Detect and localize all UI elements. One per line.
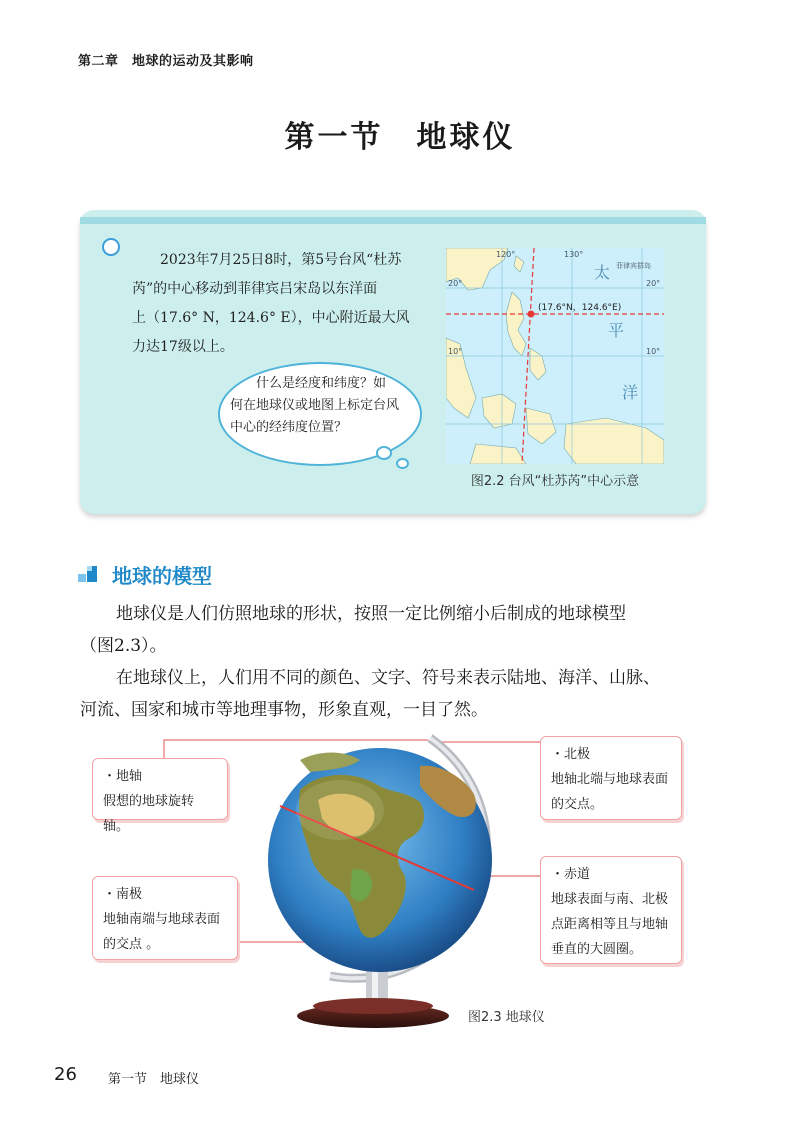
typhoon-map [446,248,664,464]
question-text [230,373,412,439]
paragraph-1 [80,598,720,662]
ocean-char-2: 平 [608,321,625,340]
label-north-pole [540,736,682,820]
lat-label-20-right: 20° [646,279,661,288]
ocean-char-3: 洋 [622,383,639,402]
typhoon-point-label: (17.6°N，124.6°E) [538,303,622,313]
label-equator-desc-2: 点距离相等且与地轴 [551,917,669,932]
label-earth-axis-title: ・地轴 [103,769,143,784]
paragraph-2-text-1: 在地球仪上，人们用不同的颜色、文字、符号来表示陆地、海洋、山脉、 [116,668,660,688]
intro-text [132,246,432,362]
map-small-label: 菲律宾群岛 [616,262,651,270]
lat-label-10-right: 10° [646,347,661,356]
page-number: 26 [54,1064,77,1085]
lat-label-10-left: 10° [448,347,463,356]
typhoon-map-svg [446,248,664,464]
label-south-pole-desc-1: 地轴南端与地球表面 [103,912,221,927]
paragraph-2-line-1 [80,662,720,694]
intro-line-4: 力达17级以上。 [132,339,234,355]
circle-marker-icon [102,238,120,256]
intro-line-3: 上（17.6° N，124.6° E），中心附近最大风 [132,310,410,326]
subsection-squares-icon [78,564,100,584]
section-title: 第一节 地球仪 [284,120,516,155]
intro-card [80,210,706,514]
label-equator [540,856,682,964]
map-caption: 图2.2 台风“杜苏芮”中心示意 [470,474,640,489]
label-equator-desc-1: 地球表面与南、北极 [551,892,669,907]
paragraph-1-line-2: （图2.3）。 [80,636,167,656]
card-top-stripe [80,217,706,224]
question-line-2: 何在地球仪或地图上标定台风 [230,398,400,413]
label-north-pole-desc-1: 地轴北端与地球表面 [551,772,669,787]
label-north-pole-desc-2: 的交点。 [551,797,604,812]
subsection-title: 地球的模型 [112,564,212,588]
paragraph-2 [80,662,720,726]
globe-caption: 图2.3 地球仪 [468,1010,545,1025]
intro-line-2: 芮”的中心移动到菲律宾吕宋岛以东洋面 [132,281,378,297]
chapter-header: 第二章 地球的运动及其影响 [78,54,254,69]
label-earth-axis-desc: 假想的地球旋转轴。 [103,794,195,834]
footer-section-title: 第一节 地球仪 [108,1072,200,1087]
label-earth-axis [92,758,228,834]
label-equator-desc-3: 垂直的大圆圈。 [551,942,643,957]
question-line-1-text: 什么是经度和纬度？如 [256,376,387,391]
label-south-pole-desc-2: 的交点 。 [103,937,160,952]
intro-line [132,246,432,275]
question-line-3: 中心的经纬度位置？ [230,420,348,435]
bubble-dot-large [376,446,392,460]
question-line-1 [230,373,412,395]
label-south-pole-title: ・南极 [103,887,143,902]
lon-label-130: 130° [564,250,584,259]
lat-label-20-left: 20° [448,279,463,288]
bubble-dot-small [396,458,409,469]
intro-line-1: 2023年7月25日8时，第5号台风“杜苏 [160,252,402,268]
paragraph-2-line-2: 河流、国家和城市等地理事物，形象直观，一目了然。 [80,700,488,720]
paragraph-1-line-1 [80,598,720,630]
lon-label-120: 120° [496,250,516,259]
label-equator-title: ・赤道 [551,867,591,882]
paragraph-1-text-1: 地球仪是人们仿照地球的形状，按照一定比例缩小后制成的地球模型 [116,604,626,624]
ocean-char-1: 太 [594,263,611,282]
label-north-pole-title: ・北极 [551,747,591,762]
label-south-pole [92,876,238,960]
